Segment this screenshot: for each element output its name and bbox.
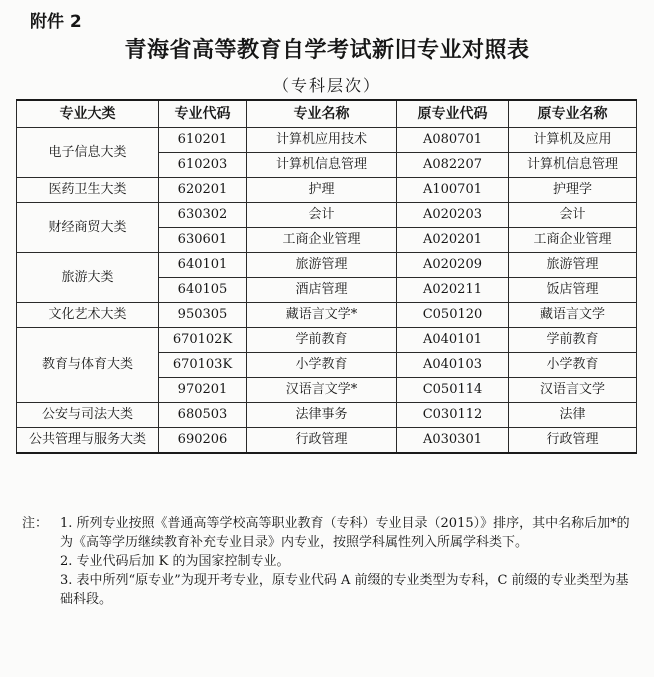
old-major-code: A082207	[397, 153, 509, 178]
category-cell: 医药卫生大类	[17, 178, 159, 203]
old-major-code: A020201	[397, 228, 509, 253]
table-row	[17, 328, 637, 353]
major-name: 法律事务	[247, 403, 397, 428]
major-name: 会计	[247, 203, 397, 228]
header-old-code: 原专业代码	[397, 100, 509, 128]
header-old-name: 原专业名称	[509, 100, 637, 128]
attachment-label: 附件 2	[30, 12, 82, 32]
major-name: 行政管理	[247, 428, 397, 454]
table-notes	[22, 514, 638, 609]
category-cell: 文化艺术大类	[17, 303, 159, 328]
major-code: 630601	[159, 228, 247, 253]
major-code: 670102K	[159, 328, 247, 353]
category-cell: 公安与司法大类	[17, 403, 159, 428]
note-item-3	[22, 571, 638, 609]
old-major-name: 工商企业管理	[509, 228, 637, 253]
old-major-code: C050114	[397, 378, 509, 403]
old-major-code: A030301	[397, 428, 509, 454]
header-name: 专业名称	[247, 100, 397, 128]
major-code: 690206	[159, 428, 247, 454]
old-major-name: 饭店管理	[509, 278, 637, 303]
old-major-code: A040103	[397, 353, 509, 378]
category-cell: 旅游大类	[17, 253, 159, 303]
major-code: 950305	[159, 303, 247, 328]
table-row	[17, 428, 637, 454]
table-row	[17, 303, 637, 328]
major-code: 640101	[159, 253, 247, 278]
old-major-code: A020209	[397, 253, 509, 278]
old-major-code: C050120	[397, 303, 509, 328]
old-major-code: A100701	[397, 178, 509, 203]
old-major-code: A020203	[397, 203, 509, 228]
old-major-name: 计算机信息管理	[509, 153, 637, 178]
category-cell: 公共管理与服务大类	[17, 428, 159, 454]
note-item-1	[22, 514, 638, 552]
major-name: 工商企业管理	[247, 228, 397, 253]
old-major-code: A040101	[397, 328, 509, 353]
old-major-name: 汉语言文学	[509, 378, 637, 403]
major-mapping-table	[16, 99, 637, 454]
major-code: 680503	[159, 403, 247, 428]
major-name: 旅游管理	[247, 253, 397, 278]
major-code: 610203	[159, 153, 247, 178]
old-major-name: 小学教育	[509, 353, 637, 378]
old-major-code: A080701	[397, 128, 509, 153]
old-major-name: 旅游管理	[509, 253, 637, 278]
major-code: 630302	[159, 203, 247, 228]
note-text-2: 2. 专业代码后加 K 的为国家控制专业。	[60, 554, 290, 569]
old-major-code: C030112	[397, 403, 509, 428]
category-cell: 电子信息大类	[17, 128, 159, 178]
old-major-name: 藏语言文学	[509, 303, 637, 328]
major-code: 620201	[159, 178, 247, 203]
table-row	[17, 128, 637, 153]
old-major-name: 会计	[509, 203, 637, 228]
major-name: 护理	[247, 178, 397, 203]
old-major-name: 行政管理	[509, 428, 637, 454]
document-subtitle: （专科层次）	[272, 76, 381, 95]
major-name: 计算机应用技术	[247, 128, 397, 153]
notes-lead: 注：	[22, 516, 49, 531]
old-major-name: 计算机及应用	[509, 128, 637, 153]
table-row	[17, 253, 637, 278]
note-text-1: 1. 所列专业按照《普通高等学校高等职业教育（专科）专业目录（2015）》排序，其中名称后加*的为《高等学历继续教育补充专业目录》内专业，按照学科属性列入所属学科类下。	[60, 516, 630, 550]
note-text-3: 3. 表中所列“原专业”为现开考专业，原专业代码 A 前缀的专业类型为专科，C 前缀的专业类型为基础科段。	[60, 573, 629, 607]
header-category: 专业大类	[17, 100, 159, 128]
major-name: 汉语言文学*	[247, 378, 397, 403]
note-item-2	[22, 552, 638, 571]
document-title: 青海省高等教育自学考试新旧专业对照表	[124, 38, 530, 63]
major-name: 小学教育	[247, 353, 397, 378]
old-major-name: 学前教育	[509, 328, 637, 353]
major-name: 学前教育	[247, 328, 397, 353]
major-name: 酒店管理	[247, 278, 397, 303]
category-cell: 教育与体育大类	[17, 328, 159, 403]
category-cell: 财经商贸大类	[17, 203, 159, 253]
old-major-name: 护理学	[509, 178, 637, 203]
table-row	[17, 178, 637, 203]
major-code: 610201	[159, 128, 247, 153]
major-name: 计算机信息管理	[247, 153, 397, 178]
major-code: 670103K	[159, 353, 247, 378]
header-code: 专业代码	[159, 100, 247, 128]
major-name: 藏语言文学*	[247, 303, 397, 328]
table-header-row	[17, 100, 637, 128]
old-major-code: A020211	[397, 278, 509, 303]
major-code: 970201	[159, 378, 247, 403]
table-row	[17, 203, 637, 228]
major-code: 640105	[159, 278, 247, 303]
old-major-name: 法律	[509, 403, 637, 428]
table-row	[17, 403, 637, 428]
